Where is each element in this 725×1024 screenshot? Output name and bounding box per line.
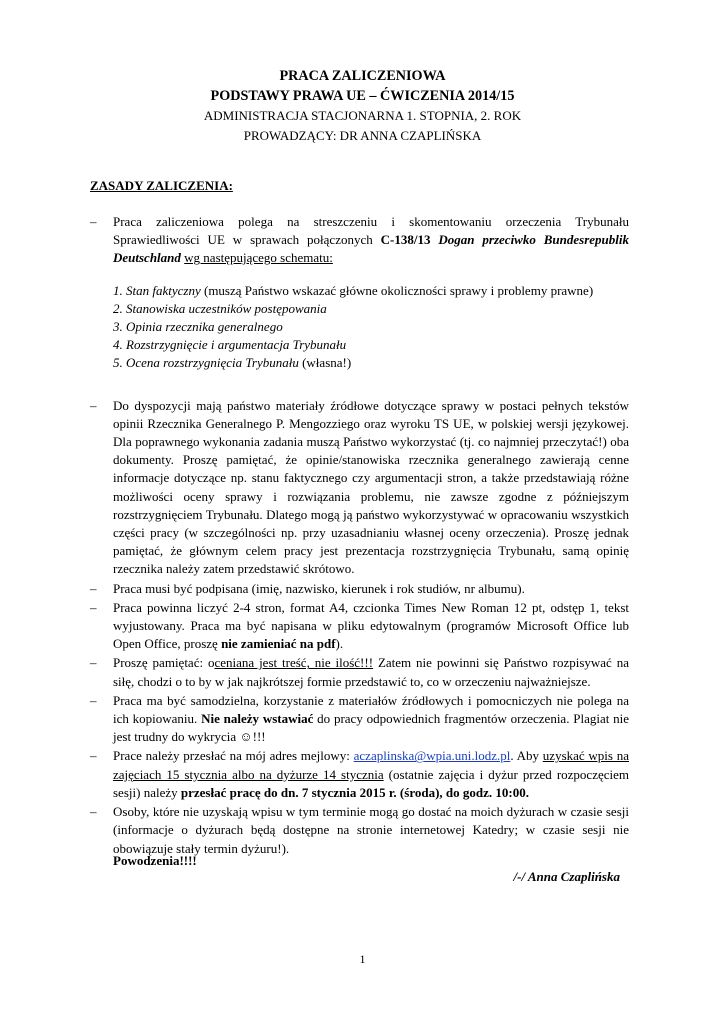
- list-item: – Praca musi być podpisana (imię, nazwisko, kierunek i rok studiów, nr albumu).: [90, 580, 629, 598]
- page-number: 1: [359, 952, 366, 966]
- schema-item: 5. Ocena rozstrzygnięcia Trybunału (własna!): [113, 355, 352, 371]
- dash-bullet: –: [90, 214, 97, 229]
- list-item: – Proszę pamiętać: oceniana jest treść, nie ilość!!! Zatem nie powinni się Państwo rozpisywać na siłę, chodzi o to by w jak najkrótszej formie przedstawić to, co w orzeczeniu najważniejsze.: [90, 655, 629, 689]
- schema-item: 3. Opinia rzecznika generalnego: [113, 319, 283, 335]
- case-name: Dogan przeciwko Bundesrepublik Deutschland: [113, 232, 629, 266]
- schema-item: 2. Stanowiska uczestników postępowania: [113, 300, 327, 316]
- dash-bullet: –: [90, 599, 97, 615]
- dash-bullet: –: [90, 804, 97, 820]
- dash-bullet: –: [90, 397, 97, 413]
- email-link[interactable]: aczaplinska@wpia.uni.lodz.pl: [353, 748, 511, 764]
- header-instructor: PROWADZĄCY: DR ANNA CZAPLIŃSKA: [243, 128, 482, 143]
- schema-list: [113, 282, 629, 373]
- list-item: – Osoby, które nie uzyskają wpisu w tym terminie mogą go dostać na moich dyżurach w czasie sesji (informacje o dyżurach będą dostępne na stronie internetowej Katedry; w czasie sesji nie obowiązuje stały termin dyżuru!).: [90, 804, 629, 856]
- dash-bullet: –: [90, 748, 97, 764]
- list-item: – Praca zaliczeniowa polega na streszczeniu i skomentowaniu orzeczenia Trybunału Sprawiedliwości UE w sprawach połączonych C-138/13 Dogan przeciwko Bundesrepublik Deutschland wg następującego schematu: 1. Stan faktyczny (muszą Państwo wskazać główne okoliczności sprawy i problemy prawne) 2. Stanowiska uczestników postępowania 3. Opinia rzecznika generalnego 4. Rozstrzygnięcie i argumentacja Trybunału 5. Ocena rozstrzygnięcia Trybunału (własna!): [90, 213, 629, 373]
- dash-bullet: –: [90, 692, 97, 708]
- dash-bullet: –: [90, 655, 97, 671]
- header-title: PRACA ZALICZENIOWA: [279, 68, 446, 84]
- list-item: – Do dyspozycji mają państwo materiały źródłowe dotyczące sprawy w postaci pełnych tekstów opinii Rzecznika Generalnego P. Mengozziego oraz wyroku TS UE, w polskiej wersji językowej. Dla poprawnego wykonania zadania muszą Państwo wykorzystać (tj. co najmniej przeczytać!) oba dokumenty. Proszę pamiętać, że opinie/stanowiska rzecznika generalnego zawierają cenne informacje dotyczące np. stanu faktycznego czy argumentacji stron, a także przedstawiają różne możliwości oceny sprawy i rozwiązania problemu, nie zawsze zgodne z późniejszym rozstrzygnięciem Trybunału. Dlatego mogą ją państwo wykorzystywać w opracowaniu wszystkich części pracy (w szczególności np. przy uzasadnianiu własnej oceny orzeczenia). Proszę jednak pamiętać, że głównym celem pracy jest prezentacja rozstrzygnięcia Trybunału, samą opinię rzecznika należy zatem przedstawić skrótowo.: [90, 397, 629, 577]
- closing-text: Powodzenia!!!!: [113, 853, 197, 868]
- section-title: ZASADY ZALICZENIA:: [90, 178, 233, 193]
- dash-bullet: –: [90, 580, 97, 596]
- schema-item: 1. Stan faktyczny (muszą Państwo wskazać główne okoliczności sprawy i problemy prawne): [113, 282, 594, 298]
- list-item: – Praca powinna liczyć 2-4 stron, format A4, czcionka Times New Roman 12 pt, odstęp 1, tekst wyjustowany. Praca ma być napisana w pliku edytowalnym (programów Microsoft Office lub Open Office, proszę nie zamieniać na pdf).: [90, 599, 629, 652]
- case-number: C-138/13: [380, 232, 431, 248]
- list-item: – Praca ma być samodzielna, korzystanie z materiałów źródłowych i pomocniczych nie polega na ich kopiowaniu. Nie należy wstawiać do pracy odpowiednich fragmentów orzeczenia. Plagiat nie jest trudny do wykrycia ☺!!!: [90, 692, 630, 745]
- schema-item: 4. Rozstrzygnięcie i argumentacja Trybunału: [113, 337, 347, 353]
- header-program: ADMINISTRACJA STACJONARNA 1. STOPNIA, 2. ROK: [203, 108, 522, 123]
- header-course: PODSTAWY PRAWA UE – ĆWICZENIA 2014/15: [210, 88, 515, 104]
- list-item: – Prace należy przesłać na mój adres mejlowy: aczaplinska@wpia.uni.lodz.pl. Aby uzyskać wpis na zajęciach 15 stycznia albo na dyżurze 14 stycznia (ostatnie zajęcia i dyżur przed rozpoczęciem sesji) należy przesłać pracę do dn. 7 stycznia 2015 r. (środa), do godz. 10:00.: [90, 748, 629, 800]
- document-header: [90, 66, 635, 146]
- signature: /-/ Anna Czaplińska: [513, 869, 620, 884]
- rules-list: [90, 213, 629, 858]
